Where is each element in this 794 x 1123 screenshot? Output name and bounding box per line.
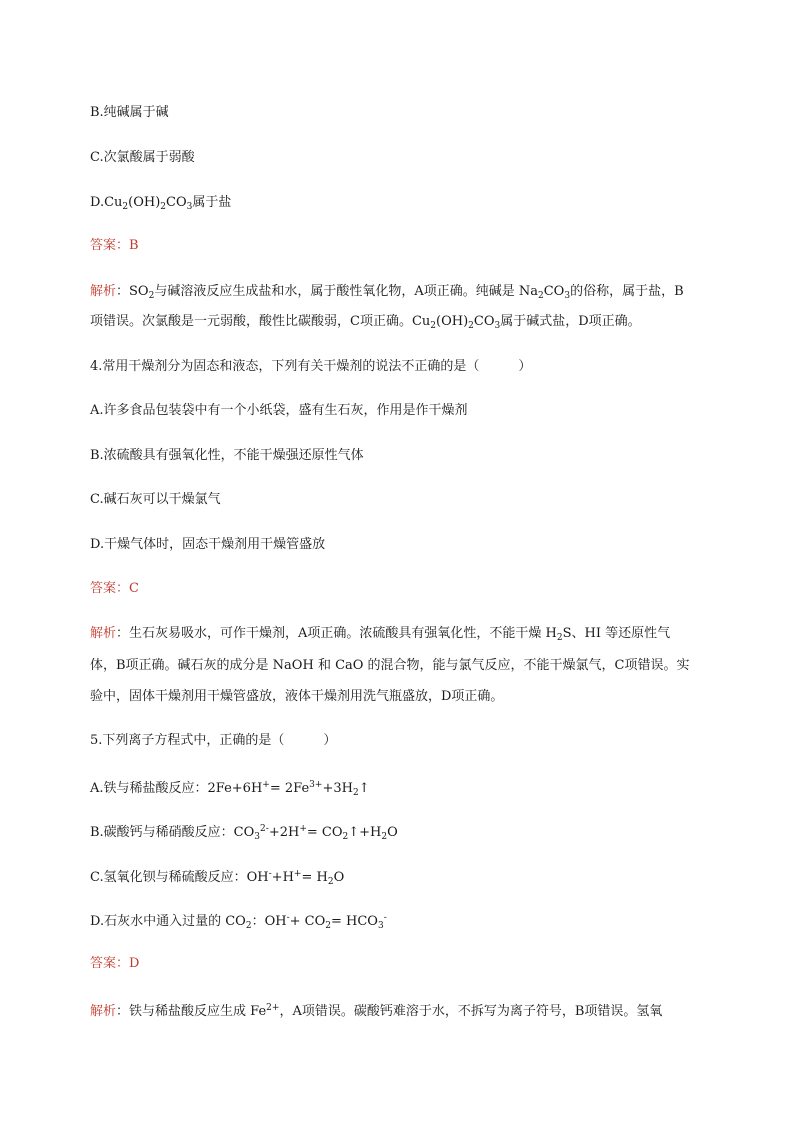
q4-option-b: B.浓硫酸具有强氧化性，不能干燥强还原性气体: [90, 448, 364, 463]
q5-option-b: B.碳酸钙与稀硝酸反应：$CO_3^{2-}+2H^+=$ $CO_2↑+H_2O$: [90, 824, 398, 842]
q4-option-a: A.许多食品包装袋中有一个小纸袋，盛有生石灰，作用是作干燥剂: [90, 403, 468, 418]
q5-answer: 答案：D: [90, 956, 140, 971]
q3-option-b: B.纯碱属于碱: [90, 105, 169, 120]
analysis-label: 解析: [90, 1004, 117, 1019]
q4-answer: 答案：C: [90, 581, 139, 596]
q4-question: 4.常用干燥剂分为固态和液态，下列有关干燥剂的说法不正确的是（ ）: [90, 359, 532, 374]
q5-option-c: C.氢氧化钡与稀硫酸反应：$OH^-+H^+= H_2O$: [90, 869, 345, 887]
q4-option-d: D.干燥气体时，固态干燥剂用干燥管盛放: [90, 537, 326, 552]
q4-option-c: C.碱石灰可以干燥氯气: [90, 492, 221, 507]
q3-option-d: $D.Cu_2(OH)_2CO_3$属于盐: [90, 195, 232, 212]
q4-analysis-line-3: 验中，固体干燥剂用干燥管盛放，液体干燥剂用洗气瓶盛放，D项正确。: [90, 689, 504, 704]
analysis-label: 解析: [90, 284, 117, 299]
q5-option-d: D.石灰水中通入过量的 $CO_2$：$OH^-+ CO_2= HCO_3^-$: [90, 913, 387, 931]
q3-analysis-line-2: 项错误。次氯酸是一元弱酸，酸性比碳酸弱，C项正确。$Cu_2(OH)_2CO_3$属于碱式盐，D项正确。: [90, 314, 641, 331]
q3-option-c: C.次氯酸属于弱酸: [90, 150, 195, 165]
analysis-label: 解析: [90, 626, 117, 641]
q4-analysis-line-1: 解析：生石灰易吸水，可作干燥剂，A项正确。浓硫酸具有强氧化性，不能干燥 $H_2S$、HI 等还原性气: [90, 626, 671, 643]
q5-option-a: A.铁与稀盐酸反应：$2Fe+6H^+= 2Fe^{3+}+3H_2↑$: [90, 780, 370, 798]
q3-answer: 答案：B: [90, 238, 139, 253]
q3-analysis-line-1: 解析：$SO_2$与碱溶液反应生成盐和水，属于酸性氧化物，A项正确。纯碱是 $Na_2CO_3$的俗称，属于盐，B: [90, 284, 684, 301]
q4-analysis-line-2: 体，B项正确。碱石灰的成分是 NaOH 和 CaO 的混合物，能与氯气反应，不能干燥氯气，C项错误。实: [90, 658, 690, 673]
q5-question: 5.下列离子方程式中，正确的是（ ）: [90, 733, 337, 748]
q5-analysis-line-1: 解析：铁与稀盐酸反应生成 $Fe^{2+}$，A项错误。碳酸钙难溶于水，不拆写为离子符号，B项错误。氢氧: [90, 1003, 663, 1019]
